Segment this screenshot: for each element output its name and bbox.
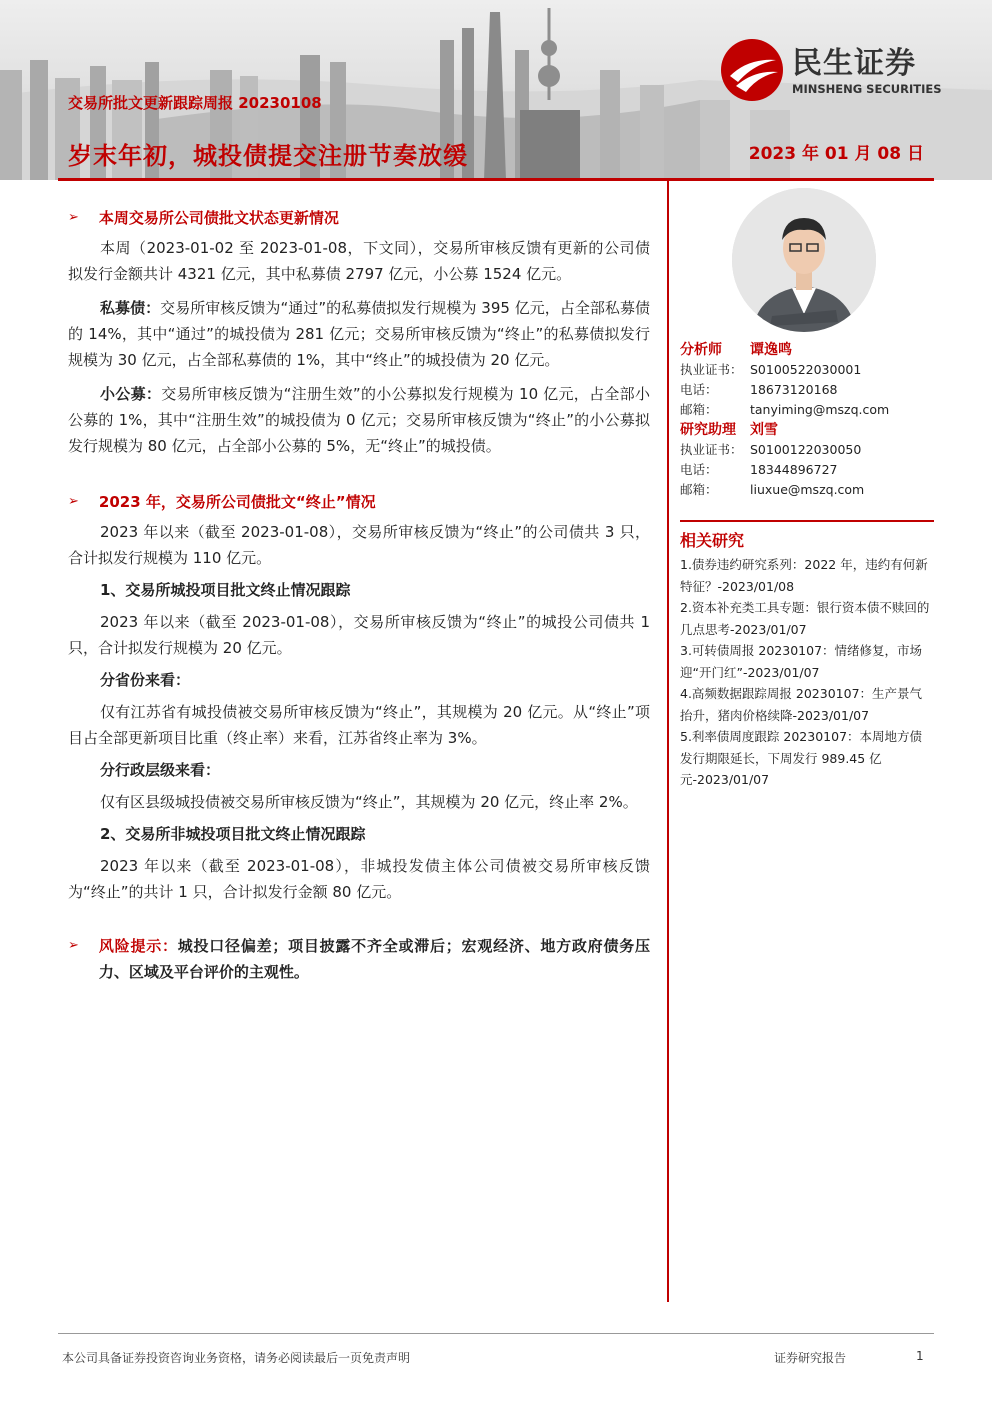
subsection-heading: 2、交易所非城投项目批文终止情况跟踪 — [100, 825, 366, 843]
paragraph-text: 交易所审核反馈为“注册生效”的小公募拟发行规模为 10 亿元，占全部小公募的 1%，其中“注册生效”的城投债为 0 亿元；交易所审核反馈为“终止”的小公募拟发行规模为 80 亿元，占全部小公募的 5%，无“终止”的城投债。 — [68, 385, 650, 455]
arrow-icon: ➢ — [68, 494, 79, 509]
email-address[interactable]: tanyiming@mszq.com — [750, 402, 890, 417]
logo-english-name: MINSHENG SECURITIES — [792, 82, 942, 96]
email-label: 邮箱： — [680, 482, 718, 497]
paragraph: 仅有区县级城投债被交易所审核反馈为“终止”，其规模为 20 亿元，终止率 2%。 — [100, 793, 638, 811]
footer-divider — [58, 1333, 934, 1334]
email-label: 邮箱： — [680, 402, 718, 417]
paragraph-label: 小公募： — [100, 385, 162, 403]
related-research-list — [680, 554, 934, 791]
analyst-role: 分析师 — [680, 342, 722, 358]
related-item[interactable]: 2.资本补充类工具专题：银行资本债不赎回的几点思考-2023/01/07 — [680, 600, 930, 637]
subsection-heading: 分省份来看： — [100, 671, 191, 689]
minsheng-logo — [720, 38, 970, 104]
section-title: 本周交易所公司债批文状态更新情况 — [98, 209, 339, 227]
logo-chinese-name: 民生证券 — [792, 46, 916, 81]
related-research-title: 相关研究 — [680, 531, 745, 550]
paragraph-text: 交易所审核反馈为“通过”的私募债拟发行规模为 395 亿元，占全部私募债的 14%，其中“通过”的城投债为 281 亿元；交易所审核反馈为“终止”的私募债拟发行规模为 30 亿元，占全部私募债的 1%，其中“终止”的城投债为 20 亿元。 — [68, 299, 650, 369]
section-heading — [68, 205, 650, 231]
risk-text: 城投口径偏差；项目披露不齐全或滞后；宏观经济、地方政府债务压力、区域及平台评价的主观性。 — [98, 937, 650, 981]
section-heading — [68, 489, 650, 515]
paragraph: 2023 年以来（截至 2023-01-08），非城投发债主体公司债被交易所审核反馈为“终止”的共计 1 只，合计拟发行金额 80 亿元。 — [68, 857, 650, 901]
analyst-photo — [732, 188, 876, 332]
cert-label: 执业证书： — [680, 362, 743, 377]
arrow-icon: ➢ — [68, 210, 79, 225]
analyst-role: 研究助理 — [680, 422, 736, 438]
cert-label: 执业证书： — [680, 442, 743, 457]
paragraph-small-public — [68, 381, 650, 459]
analyst-name: 谭逸鸣 — [750, 342, 792, 358]
subsection-heading: 分行政层级来看： — [100, 761, 221, 779]
main-content — [68, 205, 650, 985]
related-item[interactable]: 4.高频数据跟踪周报 20230107：生产景气抬升，猪肉价格续降-2023/01/07 — [680, 686, 923, 723]
paragraph: 2023 年以来（截至 2023-01-08），交易所审核反馈为“终止”的城投公司债共 1 只，合计拟发行规模为 20 亿元。 — [68, 613, 650, 657]
report-header — [0, 0, 992, 180]
paragraph-label: 私募债： — [100, 299, 161, 317]
section-title: 2023 年，交易所公司债批文“终止”情况 — [98, 493, 376, 511]
column-divider — [667, 181, 669, 1302]
risk-warning — [68, 933, 650, 985]
related-item[interactable]: 1.债券违约研究系列：2022 年，违约有何新特征？-2023/01/08 — [680, 557, 928, 594]
email-address[interactable]: liuxue@mszq.com — [750, 482, 865, 497]
minsheng-logo-icon — [720, 38, 784, 102]
paragraph: 仅有江苏省有城投债被交易所审核反馈为“终止”，其规模为 20 亿元。从“终止”项目占全部更新项目比重（终止率）来看，江苏省终止率为 3%。 — [68, 703, 650, 747]
analyst-info — [680, 340, 934, 500]
footer-disclaimer: 本公司具备证券投资咨询业务资格，请务必阅读最后一页免责声明 — [62, 1351, 411, 1365]
report-series-title: 交易所批文更新跟踪周报 20230108 — [68, 94, 322, 112]
page-number: 1 — [916, 1349, 924, 1363]
phone-number: 18344896727 — [750, 462, 838, 477]
analyst-name: 刘雪 — [750, 422, 778, 438]
report-date: 2023 年 01 月 08 日 — [748, 144, 924, 164]
report-title: 岁末年初，城投债提交注册节奏放缓 — [68, 142, 468, 170]
footer-report-type: 证券研究报告 — [774, 1351, 847, 1365]
risk-label: 风险提示： — [98, 937, 178, 955]
related-item[interactable]: 3.可转债周报 20230107：情绪修复，市场迎“开门红”-2023/01/07 — [680, 643, 923, 680]
risk-paragraph — [99, 933, 650, 985]
phone-number: 18673120168 — [750, 382, 838, 397]
related-divider — [680, 520, 934, 522]
paragraph: 2023 年以来（截至 2023-01-08），交易所审核反馈为“终止”的公司债共 3 只，合计拟发行规模为 110 亿元。 — [68, 523, 650, 567]
arrow-icon: ➢ — [68, 938, 79, 953]
subsection-heading: 1、交易所城投项目批文终止情况跟踪 — [100, 581, 351, 599]
paragraph-private-bonds — [68, 295, 650, 373]
phone-label: 电话： — [680, 382, 718, 397]
cert-number: S0100122030050 — [750, 442, 862, 457]
paragraph: 本周（2023-01-02 至 2023-01-08，下文同），交易所审核反馈有更新的公司债拟发行金额共计 4321 亿元，其中私募债 2797 亿元，小公募 1524 亿元。 — [68, 239, 650, 283]
phone-label: 电话： — [680, 462, 718, 477]
cert-number: S0100522030001 — [750, 362, 862, 377]
related-item[interactable]: 5.利率债周度跟踪 20230107：本周地方债发行期限延长，下周发行 989.45 亿元-2023/01/07 — [680, 729, 923, 787]
header-divider — [58, 178, 934, 181]
